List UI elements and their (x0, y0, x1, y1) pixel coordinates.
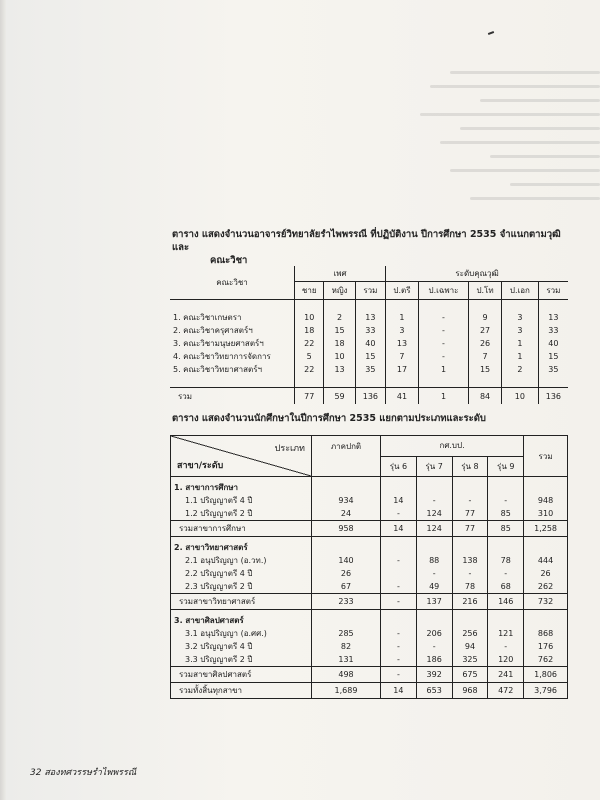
total-bachelor: 41 (386, 388, 419, 405)
header-gen9: รุ่น 9 (488, 456, 524, 477)
cell-gen9: - (488, 567, 524, 580)
cell-gen9: 120 (488, 653, 524, 667)
cell-gen7: 49 (416, 580, 452, 594)
cell-gen9: 68 (488, 580, 524, 594)
cell-gen7: - (416, 567, 452, 580)
cell-bachelor: 3 (386, 324, 419, 337)
table-row (171, 494, 568, 507)
header-branch-level: สาขา/ระดับ (177, 461, 224, 471)
sum-gen8: 675 (452, 667, 488, 683)
cell-gen6: - (381, 653, 417, 667)
cell-gen8: 94 (452, 640, 488, 653)
total-row (170, 388, 568, 405)
total-female: 59 (324, 388, 355, 405)
section-title: 3. สาขาศิลปศาสตร์ (174, 616, 244, 625)
total-label: รวม (178, 391, 193, 401)
cell-female: 18 (324, 337, 355, 350)
cell-bachelor: 17 (386, 363, 419, 376)
cell-total: 33 (355, 324, 385, 337)
cell-male: 22 (295, 337, 324, 350)
section-sum-row (171, 667, 568, 683)
row-name: 3.1 อนุปริญญา (อ.ศศ.) (185, 629, 267, 638)
page-footer: 32 สองทศวรรษรำไพพรรณี (30, 768, 137, 778)
table1-caption-line1: ตาราง แสดงจำนวนอาจารย์วิทยาลัยรำไพพรรณี ที่ปฏิบัติงาน ปีการศึกษา 2535 จำแนกตามวุฒิและ (172, 229, 561, 253)
col-specific: ป.เฉพาะ (418, 282, 468, 300)
sum-gen7: 124 (416, 521, 452, 537)
cell-male: 10 (295, 311, 324, 324)
col-total: รวม (355, 282, 385, 300)
cell-bachelor: 7 (386, 350, 419, 363)
table1-caption-line2: คณะวิชา (210, 255, 248, 266)
table-row (170, 324, 568, 337)
cell-gen6: - (381, 580, 417, 594)
sum-label: รวมสาขาการศึกษา (171, 521, 312, 537)
cell-master: 27 (469, 324, 502, 337)
section-title-row (171, 537, 568, 555)
total-master: 84 (469, 388, 502, 405)
cell-regular: 82 (312, 640, 381, 653)
sum-total: 1,806 (524, 667, 568, 683)
sum-regular: 498 (312, 667, 381, 683)
cell-doctor: 3 (502, 311, 539, 324)
row-name: 1. คณะวิชาเกษตรา (173, 313, 242, 322)
cell-master: 15 (469, 363, 502, 376)
row-name: 3. คณะวิชามนุษยศาสตร์ฯ (173, 339, 264, 348)
cell-gen6: - (381, 554, 417, 567)
sum-gen9: 241 (488, 667, 524, 683)
grand-total-gen8: 968 (452, 683, 488, 699)
grand-total-gen9: 472 (488, 683, 524, 699)
cell-gen8: 256 (452, 627, 488, 640)
table-row (170, 337, 568, 350)
sum-gen9: 146 (488, 594, 524, 610)
table-row (171, 580, 568, 594)
header-gen8: รุ่น 8 (452, 456, 488, 477)
cell-gen6: - (381, 640, 417, 653)
total-total: 136 (355, 388, 385, 405)
sum-total: 1,258 (524, 521, 568, 537)
cell-gen9: 78 (488, 554, 524, 567)
cell-master: 7 (469, 350, 502, 363)
cell-total: 13 (355, 311, 385, 324)
row-name: 2.2 ปริญญาตรี 4 ปี (185, 569, 253, 578)
cell-gen6: - (381, 627, 417, 640)
section-sum-row (171, 594, 568, 610)
section-title-row (171, 477, 568, 495)
row-name: 5. คณะวิชาวิทยาศาสตร์ฯ (173, 365, 263, 374)
row-name: 3.2 ปริญญาตรี 4 ปี (185, 642, 253, 651)
table1-caption (172, 228, 572, 267)
sum-gen9: 85 (488, 521, 524, 537)
cell-total2: 13 (538, 311, 568, 324)
grand-total-regular: 1,689 (312, 683, 381, 699)
sum-label: รวมสาขาวิทยาศาสตร์ (171, 594, 312, 610)
student-count-table (170, 435, 568, 699)
cell-regular: 934 (312, 494, 381, 507)
table-row (171, 567, 568, 580)
show-through-text (400, 60, 600, 210)
total-male: 77 (295, 388, 324, 405)
sum-gen6: 14 (381, 521, 417, 537)
cell-gen7: 88 (416, 554, 452, 567)
cell-master: 26 (469, 337, 502, 350)
cell-specific: 1 (418, 363, 468, 376)
table-row (171, 627, 568, 640)
row-name: 3.3 ปริญญาตรี 2 ปี (185, 655, 253, 664)
cell-regular: 131 (312, 653, 381, 667)
cell-gen7: 206 (416, 627, 452, 640)
cell-regular: 26 (312, 567, 381, 580)
section-sum-row (171, 521, 568, 537)
col-female: หญิง (324, 282, 355, 300)
cell-total: 762 (524, 653, 568, 667)
cell-regular: 140 (312, 554, 381, 567)
cell-gen6 (381, 567, 417, 580)
grand-total-row (171, 683, 568, 699)
cell-total: 310 (524, 507, 568, 521)
cell-gen8: - (452, 567, 488, 580)
header-total: รวม (524, 436, 568, 477)
cell-specific: - (418, 324, 468, 337)
cell-total: 35 (355, 363, 385, 376)
row-name: 2. คณะวิชาครุศาสตร์ฯ (173, 326, 253, 335)
cell-gen8: - (452, 494, 488, 507)
cell-gen9: 121 (488, 627, 524, 640)
section-title-row (171, 610, 568, 628)
cell-total: 40 (355, 337, 385, 350)
cell-female: 2 (324, 311, 355, 324)
header-type: ประเภท (274, 444, 305, 454)
header-gen6: รุ่น 6 (381, 456, 417, 477)
row-name: 2.3 ปริญญาตรี 2 ปี (185, 582, 253, 591)
cell-specific: - (418, 337, 468, 350)
cell-doctor: 1 (502, 350, 539, 363)
faculty-staff-table (170, 266, 568, 404)
col-faculty: คณะวิชา (170, 266, 295, 300)
row-name: 1.2 ปริญญาตรี 2 ปี (185, 509, 253, 518)
cell-total2: 35 (538, 363, 568, 376)
cell-regular: 67 (312, 580, 381, 594)
cell-male: 5 (295, 350, 324, 363)
cell-doctor: 2 (502, 363, 539, 376)
col-doctor: ป.เอก (502, 282, 539, 300)
sum-gen8: 216 (452, 594, 488, 610)
cell-male: 18 (295, 324, 324, 337)
cell-gen8: 325 (452, 653, 488, 667)
grand-total-label: รวมทั้งสิ้นทุกสาขา (171, 683, 312, 699)
cell-gen7: - (416, 640, 452, 653)
header-kso: กศ.บป. (381, 436, 524, 457)
header-gen7: รุ่น 7 (416, 456, 452, 477)
cell-specific: - (418, 311, 468, 324)
cell-total: 26 (524, 567, 568, 580)
grand-total-gen6: 14 (381, 683, 417, 699)
table-row (171, 507, 568, 521)
table2-caption: ตาราง แสดงจำนวนนักศึกษาในปีการศึกษา 2535 แยกตามประเภทและระดับ (172, 413, 486, 424)
grand-total-gen7: 653 (416, 683, 452, 699)
cell-total: 176 (524, 640, 568, 653)
total-doctor: 10 (502, 388, 539, 405)
section-title: 1. สาขาการศึกษา (174, 483, 239, 492)
cell-total2: 15 (538, 350, 568, 363)
cell-female: 13 (324, 363, 355, 376)
cell-bachelor: 1 (386, 311, 419, 324)
cell-female: 10 (324, 350, 355, 363)
table-row (170, 311, 568, 324)
cell-bachelor: 13 (386, 337, 419, 350)
header-diagonal-cell (171, 436, 312, 477)
sum-total: 732 (524, 594, 568, 610)
col-master: ป.โท (469, 282, 502, 300)
cell-total: 15 (355, 350, 385, 363)
table-row (171, 653, 568, 667)
cell-gen9: 85 (488, 507, 524, 521)
cell-total: 444 (524, 554, 568, 567)
col-male: ชาย (295, 282, 324, 300)
table-row (171, 640, 568, 653)
sum-regular: 233 (312, 594, 381, 610)
col-bachelor: ป.ตรี (386, 282, 419, 300)
cell-total: 262 (524, 580, 568, 594)
sum-gen7: 137 (416, 594, 452, 610)
binding-edge (0, 0, 6, 800)
sum-label: รวมสาขาศิลปศาสตร์ (171, 667, 312, 683)
sum-gen7: 392 (416, 667, 452, 683)
sum-regular: 958 (312, 521, 381, 537)
section-title: 2. สาขาวิทยาศาสตร์ (174, 543, 248, 552)
sum-gen8: 77 (452, 521, 488, 537)
cell-specific: - (418, 350, 468, 363)
cell-gen8: 77 (452, 507, 488, 521)
cell-regular: 285 (312, 627, 381, 640)
row-name: 4. คณะวิชาวิทยาการจัดการ (173, 352, 271, 361)
table-row (170, 363, 568, 376)
cell-total: 868 (524, 627, 568, 640)
row-name: 1.1 ปริญญาตรี 4 ปี (185, 496, 253, 505)
header-regular: ภาคปกติ (312, 436, 381, 477)
cell-total2: 40 (538, 337, 568, 350)
col-total2: รวม (538, 282, 568, 300)
cell-gen7: 186 (416, 653, 452, 667)
cell-gen6: - (381, 507, 417, 521)
table-row (171, 554, 568, 567)
cell-doctor: 3 (502, 324, 539, 337)
table-row (170, 350, 568, 363)
total-specific: 1 (418, 388, 468, 405)
cell-total2: 33 (538, 324, 568, 337)
cell-gen8: 138 (452, 554, 488, 567)
cell-doctor: 1 (502, 337, 539, 350)
sum-gen6: - (381, 667, 417, 683)
col-qualification: ระดับคุณวุฒิ (386, 266, 568, 282)
cell-gen7: - (416, 494, 452, 507)
cell-regular: 24 (312, 507, 381, 521)
cell-male: 22 (295, 363, 324, 376)
cell-female: 15 (324, 324, 355, 337)
sum-gen6: - (381, 594, 417, 610)
cell-gen7: 124 (416, 507, 452, 521)
cell-gen8: 78 (452, 580, 488, 594)
cell-gen6: 14 (381, 494, 417, 507)
cell-master: 9 (469, 311, 502, 324)
cell-total: 948 (524, 494, 568, 507)
cell-gen9: - (488, 494, 524, 507)
grand-total-total: 3,796 (524, 683, 568, 699)
total-total2: 136 (538, 388, 568, 405)
col-sex: เพศ (295, 266, 386, 282)
row-name: 2.1 อนุปริญญา (อ.วท.) (185, 556, 267, 565)
cell-gen9: - (488, 640, 524, 653)
